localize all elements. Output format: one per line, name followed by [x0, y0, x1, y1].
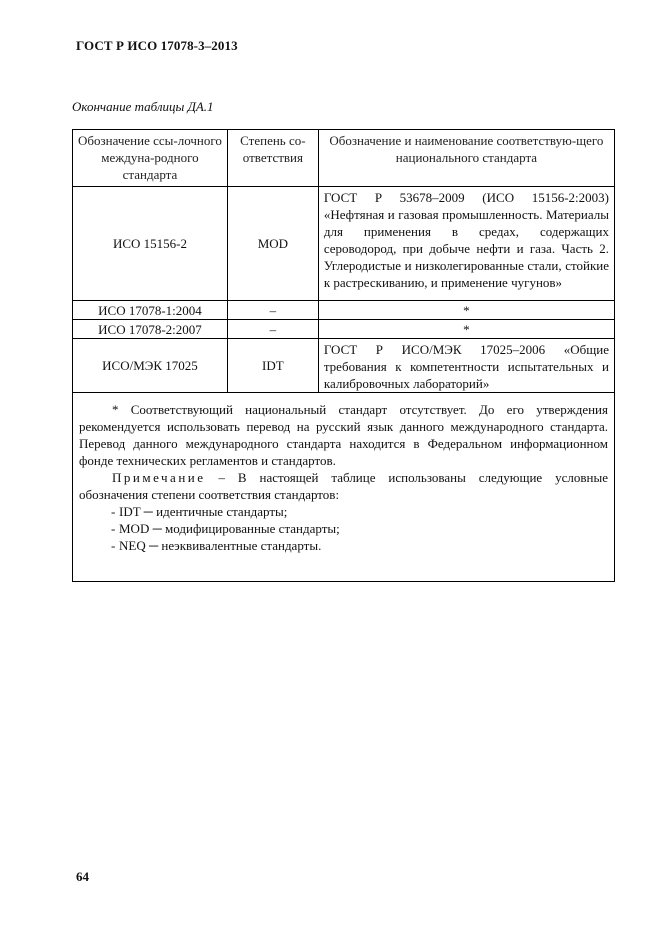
reference-cell: ИСО 17078-1:2004 [73, 301, 228, 320]
list-item-text: NEQ ─ неэквивалентные стандарты. [119, 538, 322, 553]
degree-cell: – [227, 320, 318, 339]
table-row [73, 301, 615, 320]
list-item-text: MOD ─ модифицированные стандарты; [119, 521, 340, 536]
table-row [73, 339, 615, 393]
table-row [73, 320, 615, 339]
national-standard-cell: ГОСТ Р 53678–2009 (ИСО 15156-2:2003) «Нефтяная и газовая промышленность. Материалы для применения в средах, содержащих сероводород, при добыче нефти и газа. Часть 2. Углеродистые и низколегированные стали, стойкие к растрескиванию, и применение чугунов» [318, 187, 614, 301]
list-item [79, 537, 608, 554]
list-bullet: - [111, 538, 116, 553]
degree-cell: MOD [227, 187, 318, 301]
list-item [79, 520, 608, 537]
table-notes-row [73, 393, 615, 582]
degree-cell: – [227, 301, 318, 320]
standards-table [72, 129, 615, 582]
list-bullet: - [111, 504, 116, 519]
table-row [73, 187, 615, 301]
national-standard-cell: * [318, 320, 614, 339]
table-header-row [73, 130, 615, 187]
column-header-national: Обозначение и наименование соответствую-щего национального стандарта [318, 130, 614, 187]
reference-cell: ИСО 17078-2:2007 [73, 320, 228, 339]
degree-cell: IDT [227, 339, 318, 393]
list-item [79, 503, 608, 520]
note-text: – В настоящей таблице использованы следующие условные обозначения степени соответствия стандартов: [79, 470, 608, 502]
note-label: Примечание [112, 470, 206, 485]
column-header-reference: Обозначение ссы-лочного междуна-родного стандарта [73, 130, 228, 187]
page-number: 64 [76, 869, 89, 884]
reference-cell: ИСО/МЭК 17025 [73, 339, 228, 393]
table-notes [73, 393, 615, 582]
note-paragraph [79, 469, 608, 503]
document-header: ГОСТ Р ИСО 17078-3–2013 [76, 38, 238, 53]
national-standard-cell: * [318, 301, 614, 320]
list-item-text: IDT ─ идентичные стандарты; [119, 504, 288, 519]
list-bullet: - [111, 521, 116, 536]
column-header-degree: Степень со-ответствия [227, 130, 318, 187]
reference-cell: ИСО 15156-2 [73, 187, 228, 301]
footnote-text: * Соответствующий национальный стандарт отсутствует. До его утверждения рекомендуется использовать перевод на русский язык данного международного стандарта. Перевод данного международного стандарта находится в Федеральном информационном фонде технических регламентов и стандартов. [79, 402, 608, 468]
national-standard-cell: ГОСТ Р ИСО/МЭК 17025–2006 «Общие требования к компетентности испытательных и калибровочных лабораторий» [318, 339, 614, 393]
table-caption: Окончание таблицы ДА.1 [72, 99, 214, 114]
